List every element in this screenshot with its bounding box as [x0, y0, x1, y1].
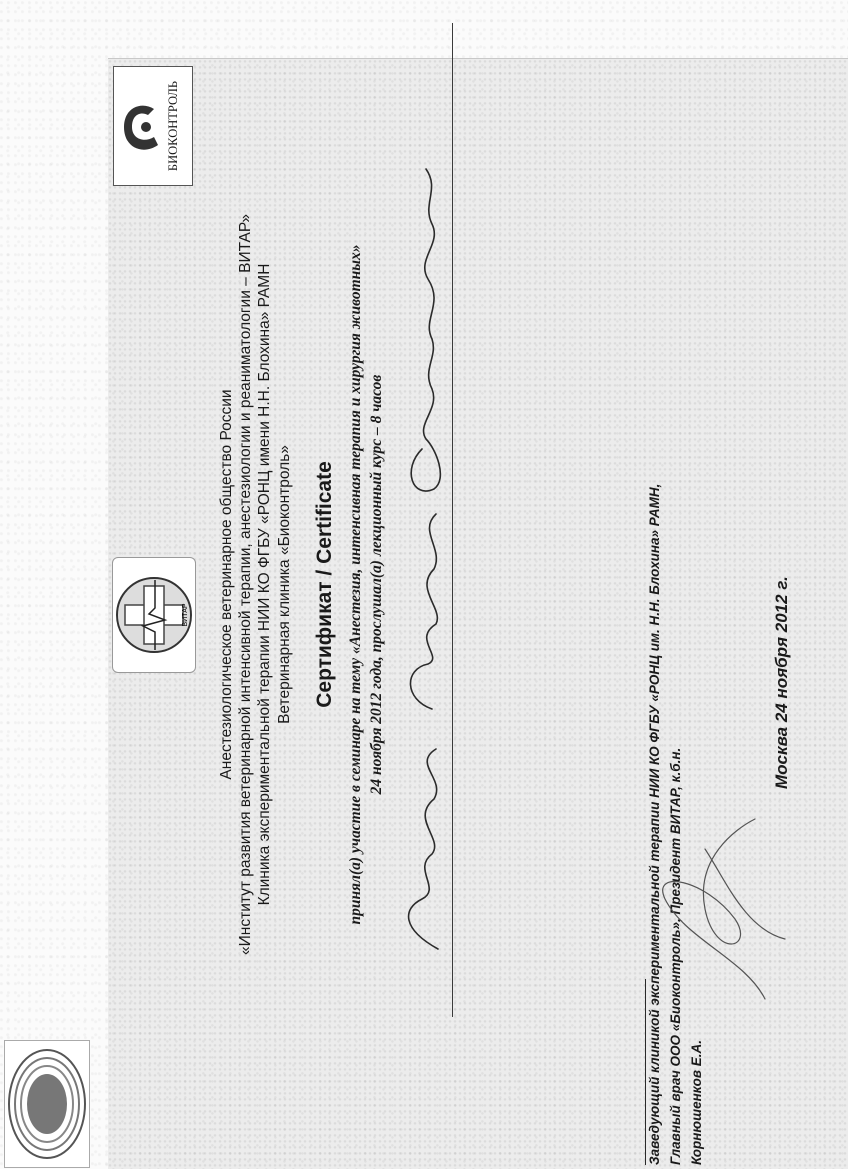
oncology-center-logo — [4, 1040, 90, 1168]
signatory-name: Корнюшенков Е.А. — [689, 1039, 704, 1165]
header-vet-clinic: Ветеринарная клиника «Биоконтроль» — [276, 445, 293, 724]
header-institute: «Институт развития ветеринарной интенсивной терапии, анестезиологии и реаниматологии – ВИТАР» — [237, 214, 254, 955]
recipient-handwritten-name — [392, 69, 452, 969]
signatory-position: Заведующий клиникой экспериментальной терапии НИИ КО ФГБУ «РОНЦ им. Н.Н. Блохина» РАМН, — [647, 483, 662, 1165]
recipient-name-line — [452, 23, 453, 1017]
certificate-topic: принял(а) участие в семинаре на тему «Анестезия, интенсивная терапия и хирургия животных» — [347, 244, 364, 925]
issue-date: Москва 24 ноября 2012 г. — [772, 576, 791, 789]
signatory-title: Главный врач ООО «Биоконтроль», Президент ВИТАР, к.б.н. — [668, 747, 683, 1165]
vitar-logo — [112, 557, 196, 673]
biokontrol-logo — [113, 66, 193, 186]
biokontrol-logo-text: БИОКОНТРОЛЬ — [166, 80, 180, 172]
signature — [645, 799, 795, 1019]
certificate-title: Сертификат / Certificate — [313, 461, 336, 708]
header-clinic: Клиника экспериментальной терапии НИИ КО ФГБУ «РОНЦ имени Н.Н. Блохина» РАМН — [256, 263, 273, 906]
certificate-course: 24 ноября 2012 года, прослушал(а) лекционный курс – 8 часов — [368, 374, 385, 795]
header-society: Анестезиологическое ветеринарное общество России — [218, 389, 235, 780]
vitar-logo-label: ВИТАР — [182, 603, 189, 627]
